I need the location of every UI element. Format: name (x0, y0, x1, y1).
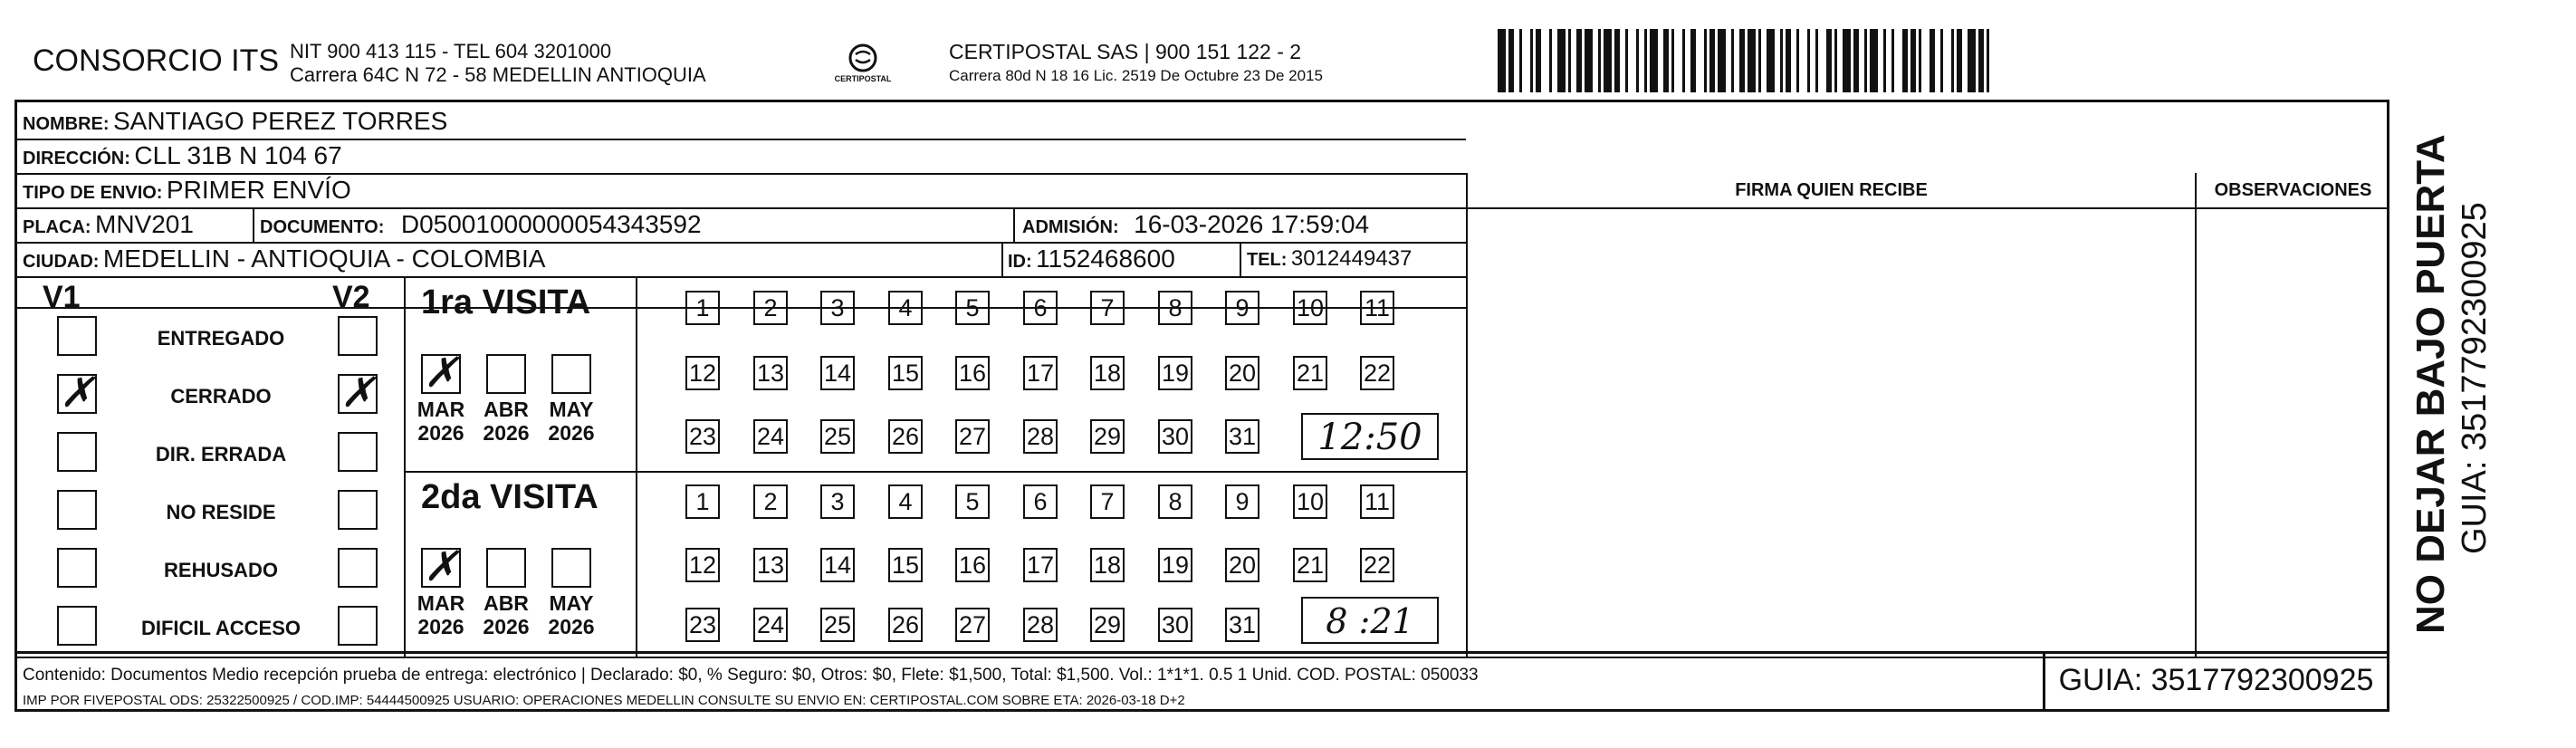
barcode-bar (1919, 29, 1921, 92)
visit1-day-box[interactable]: 8 (1158, 291, 1192, 325)
visit1-day-box[interactable]: 15 (888, 356, 923, 390)
barcode-bar (1636, 29, 1639, 92)
id-label: ID: (1008, 252, 1032, 272)
visit1-day-box[interactable]: 26 (888, 419, 923, 454)
visit1-day-box[interactable]: 21 (1293, 356, 1327, 390)
barcode-bar (1957, 29, 1962, 92)
status-label: CERRADO (170, 385, 272, 408)
visit2-day-box[interactable]: 16 (955, 548, 990, 582)
certipostal-logo (831, 40, 895, 91)
tipo-value: PRIMER ENVÍO (166, 176, 351, 204)
visit2-month-name: MAY (549, 591, 594, 615)
visit2-day-box[interactable]: 15 (888, 548, 923, 582)
visit2-time: 8 :21 (1326, 601, 1414, 641)
v2-checkbox[interactable] (338, 432, 378, 472)
barcode-bar (1786, 29, 1791, 92)
visit2-day-box[interactable]: 6 (1023, 484, 1058, 519)
visit2-day-box[interactable]: 19 (1158, 548, 1192, 582)
logo-text: CERTIPOSTAL (834, 74, 892, 83)
barcode-bar (1987, 29, 1989, 92)
visit1-month-name: MAY (549, 398, 594, 421)
placa-row (23, 209, 194, 245)
visit2-day-box[interactable]: 1 (685, 484, 720, 519)
placa-value: MNV201 (95, 210, 194, 238)
barcode-bar (1557, 29, 1566, 92)
visit2-month-year: 2026 (548, 615, 595, 638)
visit1-day-box[interactable]: 18 (1090, 356, 1125, 390)
documento-value: D05001000000054343592 (400, 210, 702, 238)
barcode-bar (1891, 29, 1894, 92)
barcode-bar (1549, 29, 1552, 92)
visit1-day-box[interactable]: 31 (1225, 419, 1259, 454)
visit2-day-box[interactable]: 25 (820, 608, 855, 642)
visit2-day-box[interactable]: 8 (1158, 484, 1192, 519)
id-value: 1152468600 (1036, 245, 1175, 273)
barcode-bar (1739, 29, 1745, 92)
visit1-day-box[interactable]: 4 (888, 291, 923, 325)
barcode-bar (1883, 29, 1886, 92)
visit1-day-box[interactable]: 30 (1158, 419, 1192, 454)
nombre-value: SANTIAGO PEREZ TORRES (113, 107, 448, 135)
visit2-day-box[interactable]: 24 (753, 608, 788, 642)
barcode-bar (1951, 29, 1954, 92)
documento-label: DOCUMENTO: (260, 217, 385, 237)
barcode-bar (1644, 29, 1647, 92)
tel-label: TEL: (1247, 250, 1288, 270)
certipostal-license: Carrera 80d N 18 16 Lic. 2519 De Octubre 23 De 2015 (949, 67, 1323, 84)
visit1-day-box[interactable]: 20 (1225, 356, 1259, 390)
direccion-row (23, 140, 342, 176)
barcode-bar (1536, 29, 1541, 92)
barcode-bar (1614, 29, 1620, 92)
visit1-day-box[interactable]: 13 (753, 356, 788, 390)
v1-checkbox[interactable] (57, 606, 97, 646)
visit1-month-checkbox[interactable] (421, 348, 461, 397)
visit2-day-box[interactable]: 7 (1090, 484, 1125, 519)
barcode-bar (1576, 29, 1582, 92)
placa-label: PLACA: (23, 217, 91, 237)
visit1-day-box[interactable]: 11 (1360, 291, 1394, 325)
barcode-bar (1767, 29, 1775, 92)
status-label: ENTREGADO (157, 327, 285, 350)
visit1-day-box[interactable]: 17 (1023, 356, 1058, 390)
status-label: NO RESIDE (166, 501, 276, 523)
visit1-month-name: MAR (417, 398, 465, 421)
v1-checkbox[interactable] (57, 490, 97, 530)
barcode-bar (1902, 29, 1908, 92)
visit2-day-box[interactable]: 4 (888, 484, 923, 519)
visit1-day-box[interactable]: 16 (955, 356, 990, 390)
barcode-bar (1780, 29, 1783, 92)
tipo-row (23, 175, 351, 210)
visit1-day-box[interactable]: 6 (1023, 291, 1058, 325)
visit2-month-year: 2026 (417, 615, 464, 638)
barcode-bar (1650, 29, 1658, 92)
barcode-bar (1709, 29, 1715, 92)
visit2-day-box[interactable]: 21 (1293, 548, 1327, 582)
visit2-day-box[interactable]: 30 (1158, 608, 1192, 642)
v1-label: V1 (43, 280, 81, 314)
barcode-bar (1663, 29, 1669, 92)
no-dejar-bajo-puerta: NO DEJAR BAJO PUERTA (2408, 134, 2453, 634)
barcode-bar (1930, 29, 1935, 92)
visit2-title: 2da VISITA (421, 478, 599, 516)
barcode-bar (1598, 29, 1601, 92)
direccion-label: DIRECCIÓN: (23, 149, 130, 168)
barcode-bar (1968, 29, 1976, 92)
check-mark: ✗ (340, 368, 376, 417)
v2-checkbox[interactable] (338, 490, 378, 530)
visit1-day-box[interactable]: 2 (753, 291, 788, 325)
visit1-day-box[interactable]: 10 (1293, 291, 1327, 325)
visit1-month-checkbox[interactable] (486, 354, 526, 394)
visit1-day-box[interactable]: 29 (1090, 419, 1125, 454)
nombre-row (23, 106, 447, 141)
visit1-day-box[interactable]: 3 (820, 291, 855, 325)
visit2-day-box[interactable]: 28 (1023, 608, 1058, 642)
visit1-month-year: 2026 (417, 421, 464, 445)
status-label: REHUSADO (164, 559, 278, 581)
visit2-month-year: 2026 (483, 615, 530, 638)
admision-field (1022, 209, 1369, 245)
header (0, 0, 2576, 98)
direccion-value: CLL 31B N 104 67 (134, 141, 342, 169)
visit2-month-name: ABR (484, 591, 529, 615)
visit2-day-box[interactable]: 22 (1360, 548, 1394, 582)
visit1-day-box[interactable]: 23 (685, 419, 720, 454)
footer-contenido: Contenido: Documentos Medio recepción prueba de entrega: electrónico | Declarado: $0, % Seguro: $0, Otros: $0, Flete: $1,500, Total: $1,500. Vol.: 1*1*1. 0.5 1 Unid. COD. POSTAL: 050033 (23, 666, 1479, 685)
barcode-bar (1498, 29, 1506, 92)
check-mark: ✗ (423, 542, 459, 590)
admision-value: 16-03-2026 17:59:04 (1134, 210, 1370, 238)
side-guia: GUIA: 3517792300925 (2456, 202, 2494, 554)
barcode-bar (1834, 29, 1837, 92)
barcode (1498, 29, 2222, 92)
v2-checkbox[interactable] (338, 548, 378, 588)
footer-guia: GUIA: 3517792300925 (2058, 663, 2374, 697)
visit2-day-box[interactable]: 20 (1225, 548, 1259, 582)
id-field (1008, 244, 1175, 279)
barcode-bar (1568, 29, 1571, 92)
admision-label: ADMISIÓN: (1022, 217, 1119, 237)
v1-checkbox[interactable] (57, 316, 97, 356)
v1-checkbox[interactable] (57, 548, 97, 588)
visit2-month-checkbox[interactable] (551, 548, 591, 588)
certipostal-line: CERTIPOSTAL SAS | 900 151 122 - 2 (949, 40, 1302, 63)
nit-line: NIT 900 413 115 - TEL 604 3201000 (290, 40, 612, 62)
firma-header: FIRMA QUIEN RECIBE (1735, 180, 1928, 200)
visit2-day-box[interactable]: 31 (1225, 608, 1259, 642)
visit1-day-box[interactable]: 28 (1023, 419, 1058, 454)
visit2-day-box[interactable]: 18 (1090, 548, 1125, 582)
footer-frame (14, 651, 2045, 712)
visit1-day-box[interactable]: 7 (1090, 291, 1125, 325)
visit2-day-box[interactable]: 2 (753, 484, 788, 519)
ciudad-row (23, 244, 545, 279)
visit1-month-year: 2026 (548, 421, 595, 445)
barcode-bar (1718, 29, 1726, 92)
visit2-month-checkbox[interactable] (421, 542, 461, 590)
tel-field (1247, 244, 1412, 277)
visit1-day-box[interactable]: 22 (1360, 356, 1394, 390)
visit2-day-box[interactable]: 29 (1090, 608, 1125, 642)
v2-checkbox[interactable] (338, 606, 378, 646)
visit2-day-box[interactable]: 23 (685, 608, 720, 642)
barcode-bar (1731, 29, 1734, 92)
visit1-day-box[interactable]: 27 (955, 419, 990, 454)
v2-label: V2 (332, 280, 370, 314)
visit2-month-name: MAR (417, 591, 465, 615)
visit2-day-box[interactable]: 27 (955, 608, 990, 642)
barcode-bar (1910, 29, 1916, 92)
company-address: Carrera 64C N 72 - 58 MEDELLIN ANTIOQUIA (290, 63, 706, 86)
barcode-bar (1625, 29, 1628, 92)
visit2-day-box[interactable]: 11 (1360, 484, 1394, 519)
barcode-bar (1815, 29, 1818, 92)
visit1-day-box[interactable]: 9 (1225, 291, 1259, 325)
visit1-day-box[interactable]: 25 (820, 419, 855, 454)
visit1-month-checkbox[interactable] (551, 354, 591, 394)
ciudad-value: MEDELLIN - ANTIOQUIA - COLOMBIA (102, 245, 546, 273)
barcode-bar (1864, 29, 1867, 92)
barcode-bar (1843, 29, 1851, 92)
visit2-day-box[interactable]: 14 (820, 548, 855, 582)
barcode-bar (1758, 29, 1761, 92)
observaciones-header: OBSERVACIONES (2214, 180, 2372, 200)
barcode-bar (1671, 29, 1674, 92)
status-label: DIR. ERRADA (155, 443, 287, 465)
barcode-bar (1978, 29, 1984, 92)
visit1-day-box[interactable]: 12 (685, 356, 720, 390)
visit1-day-box[interactable]: 14 (820, 356, 855, 390)
visit1-day-box[interactable]: 24 (753, 419, 788, 454)
visit1-day-box[interactable]: 1 (685, 291, 720, 325)
tel-value: 3012449437 (1290, 246, 1412, 271)
visit2-day-box[interactable]: 12 (685, 548, 720, 582)
barcode-bar (1585, 29, 1593, 92)
v2-checkbox[interactable] (338, 316, 378, 356)
status-label: DIFICIL ACCESO (140, 617, 301, 639)
barcode-bar (1604, 29, 1612, 92)
visit1-month-name: ABR (484, 398, 529, 421)
visit2-day-box[interactable]: 13 (753, 548, 788, 582)
ciudad-label: CIUDAD: (23, 252, 100, 272)
visit2-day-box[interactable]: 17 (1023, 548, 1058, 582)
visit1-day-box[interactable]: 19 (1158, 356, 1192, 390)
visit1-time: 12:50 (1317, 417, 1422, 458)
v1-checkbox[interactable] (57, 432, 97, 472)
visit2-day-box[interactable]: 10 (1293, 484, 1327, 519)
barcode-bar (1519, 29, 1522, 92)
documento-field (260, 209, 702, 245)
barcode-bar (1826, 29, 1832, 92)
visit1-time-box[interactable] (1301, 413, 1439, 460)
nombre-label: NOMBRE: (23, 114, 110, 134)
check-mark: ✗ (423, 348, 459, 397)
barcode-bar (1870, 29, 1878, 92)
barcode-bar (1690, 29, 1696, 92)
visit2-day-box[interactable]: 26 (888, 608, 923, 642)
v2-checkbox[interactable] (338, 368, 378, 417)
visit2-day-box[interactable]: 9 (1225, 484, 1259, 519)
visit1-title: 1ra VISITA (421, 283, 591, 321)
check-mark: ✗ (59, 368, 95, 417)
tipo-label: TIPO DE ENVIO: (23, 183, 163, 203)
visit2-day-box[interactable]: 3 (820, 484, 855, 519)
v1-checkbox[interactable] (57, 368, 97, 417)
barcode-bar (1853, 29, 1859, 92)
visit1-month-year: 2026 (483, 421, 530, 445)
barcode-bar (1796, 29, 1799, 92)
barcode-bar (1748, 29, 1756, 92)
footer-guia-box (2043, 654, 2389, 712)
barcode-bar (1508, 29, 1514, 92)
barcode-bar (1530, 29, 1533, 92)
barcode-bar (1682, 29, 1685, 92)
barcode-bar (1940, 29, 1943, 92)
visit2-day-box[interactable]: 5 (955, 484, 990, 519)
barcode-bar (1807, 29, 1810, 92)
visit2-time-box[interactable] (1301, 597, 1439, 644)
footer-imp: IMP POR FIVEPOSTAL ODS: 25322500925 / COD.IMP: 54444500925 USUARIO: OPERACIONES MEDELLIN CONSULTE SU ENVIO EN: CERTIPOSTAL.COM SOBRE ETA: 2026-03-18 D+2 (23, 693, 1185, 708)
visit2-month-checkbox[interactable] (486, 548, 526, 588)
company-name: CONSORCIO ITS (33, 43, 280, 78)
barcode-bar (1704, 29, 1707, 92)
visit1-day-box[interactable]: 5 (955, 291, 990, 325)
